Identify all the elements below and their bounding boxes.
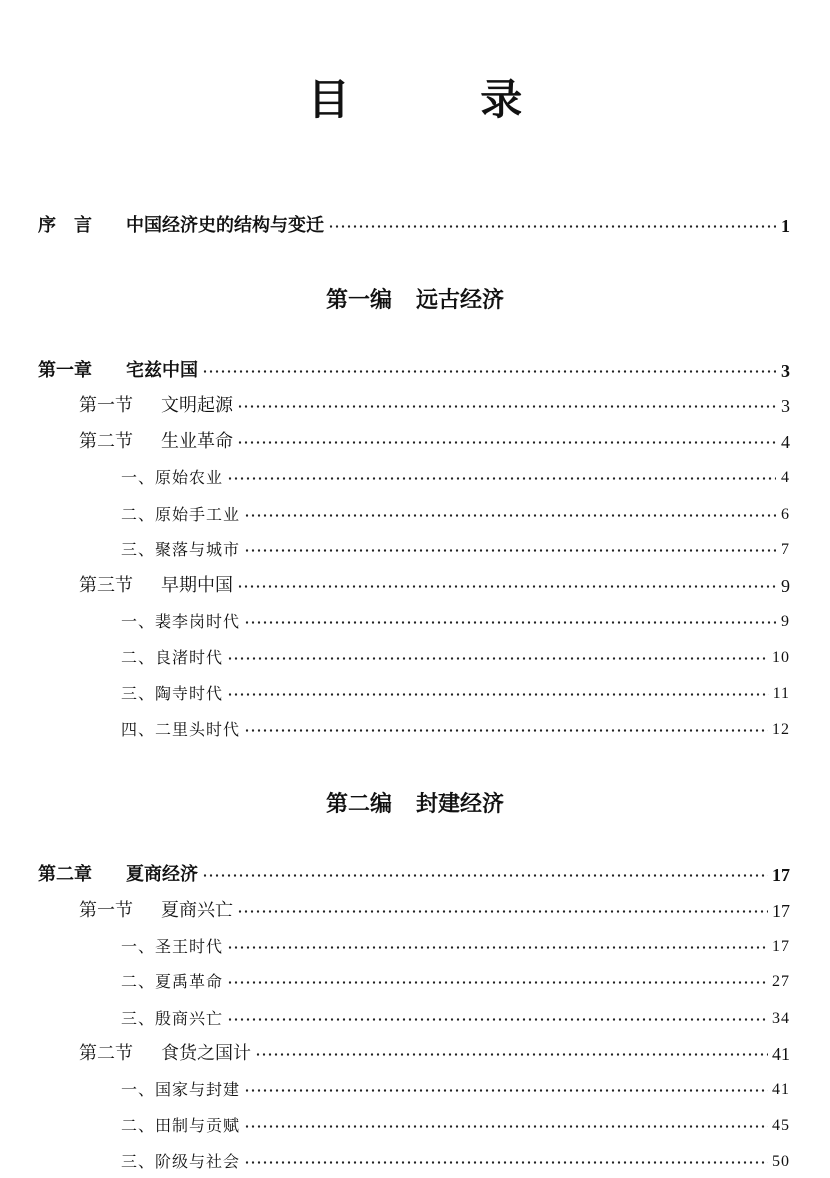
dot-leader [237,585,776,588]
toc-entry-chapter[interactable] [38,359,790,383]
toc-entry-subsection[interactable] [121,682,790,706]
page-number: 41 [772,1081,790,1098]
entry-title: 文明起源 [161,395,233,416]
toc-entry-section[interactable] [79,899,790,923]
part-heading [0,790,830,818]
page-number: 27 [772,973,790,990]
page-number: 17 [772,938,790,955]
page-number: 4 [781,469,790,486]
toc-entry-subsection[interactable] [121,503,790,527]
entry-title: 三、殷商兴亡 [121,1009,224,1028]
part-label: 第一编 [325,287,392,313]
page-number: 6 [781,506,790,523]
entry-title: 早期中国 [161,575,233,596]
entry-label: 第一节 [79,900,133,921]
entry-title: 二、田制与贡赋 [121,1116,241,1135]
page-number: 4 [781,432,790,452]
page-number: 17 [772,865,790,885]
toc-entry-subsection[interactable] [121,610,790,634]
entry-label: 第二节 [79,1043,133,1064]
page-number: 3 [781,361,790,381]
toc-entry-subsection[interactable] [121,538,790,562]
entry-title: 生业革命 [161,431,233,452]
page-number: 7 [781,541,790,558]
dot-leader [202,874,768,877]
dot-leader [227,657,768,660]
toc-entry-subsection[interactable] [121,718,790,742]
toc-entry-section[interactable] [79,574,790,598]
entry-title: 三、阶级与社会 [121,1152,241,1171]
page-number: 10 [772,649,790,666]
entry-title: 食货之国计 [161,1043,251,1064]
toc-entry-subsection[interactable] [121,970,790,994]
entry-title: 二、良渚时代 [121,648,224,667]
page-title: 目 录 [307,75,581,124]
dot-leader [244,729,768,732]
page-number: 34 [772,1010,790,1027]
entry-label: 第二节 [79,431,133,452]
dot-leader [244,1125,768,1128]
page-number: 50 [772,1153,790,1170]
entry-label: 序言 [38,215,110,236]
entry-title: 一、裴李岗时代 [121,612,241,631]
page-number: 17 [772,901,790,921]
dot-leader [227,477,776,480]
entry-title: 三、陶寺时代 [121,684,224,703]
entry-title: 二、夏禹革命 [121,972,224,991]
entry-label: 第一章 [38,360,92,381]
toc-entry-preface[interactable] [38,214,790,238]
entry-title: 夏商经济 [126,864,198,885]
page-number: 45 [772,1117,790,1134]
entry-label: 第三节 [79,575,133,596]
dot-leader [227,1018,768,1021]
dot-leader [227,693,769,696]
page-number: 41 [772,1044,790,1064]
dot-leader [237,441,776,444]
entry-title: 宅兹中国 [126,360,198,381]
entry-title: 三、聚落与城市 [121,540,241,559]
dot-leader [227,981,768,984]
page-number: 1 [781,216,790,236]
page-number: 12 [772,721,790,738]
dot-leader [244,621,776,624]
toc-entry-section[interactable] [79,430,790,454]
part-name: 封建经济 [416,791,505,817]
entry-title: 中国经济史的结构与变迁 [126,215,324,236]
dot-leader [255,1053,768,1056]
page-number: 9 [781,613,790,630]
toc-entry-subsection[interactable] [121,935,790,959]
entry-title: 四、二里头时代 [121,720,241,739]
toc-entry-subsection[interactable] [121,1114,790,1138]
entry-title: 一、国家与封建 [121,1080,241,1099]
entry-title: 一、圣王时代 [121,937,224,956]
dot-leader [244,514,776,517]
page-number: 3 [781,396,790,416]
toc-entry-subsection[interactable] [121,646,790,670]
entry-title: 一、原始农业 [121,468,224,487]
entry-label: 第二章 [38,864,92,885]
toc-entry-subsection[interactable] [121,1150,790,1174]
part-label: 第二编 [325,791,392,817]
toc-entry-chapter[interactable] [38,863,790,887]
toc-entry-subsection[interactable] [121,1007,790,1031]
entry-title: 夏商兴亡 [161,900,233,921]
page-number: 11 [772,685,790,702]
toc-entry-subsection[interactable] [121,1078,790,1102]
dot-leader [328,225,776,228]
toc-entry-section[interactable] [79,1042,790,1066]
dot-leader [237,910,768,913]
entry-label: 第一节 [79,395,133,416]
part-name: 远古经济 [416,287,505,313]
page-number: 9 [781,576,790,596]
dot-leader [202,370,776,373]
dot-leader [244,549,776,552]
toc-entry-subsection[interactable] [121,466,790,490]
dot-leader [244,1089,768,1092]
part-heading [0,286,830,314]
dot-leader [237,405,776,408]
entry-title: 二、原始手工业 [121,505,241,524]
dot-leader [244,1161,768,1164]
dot-leader [227,946,768,949]
toc-entry-section[interactable] [79,394,790,418]
